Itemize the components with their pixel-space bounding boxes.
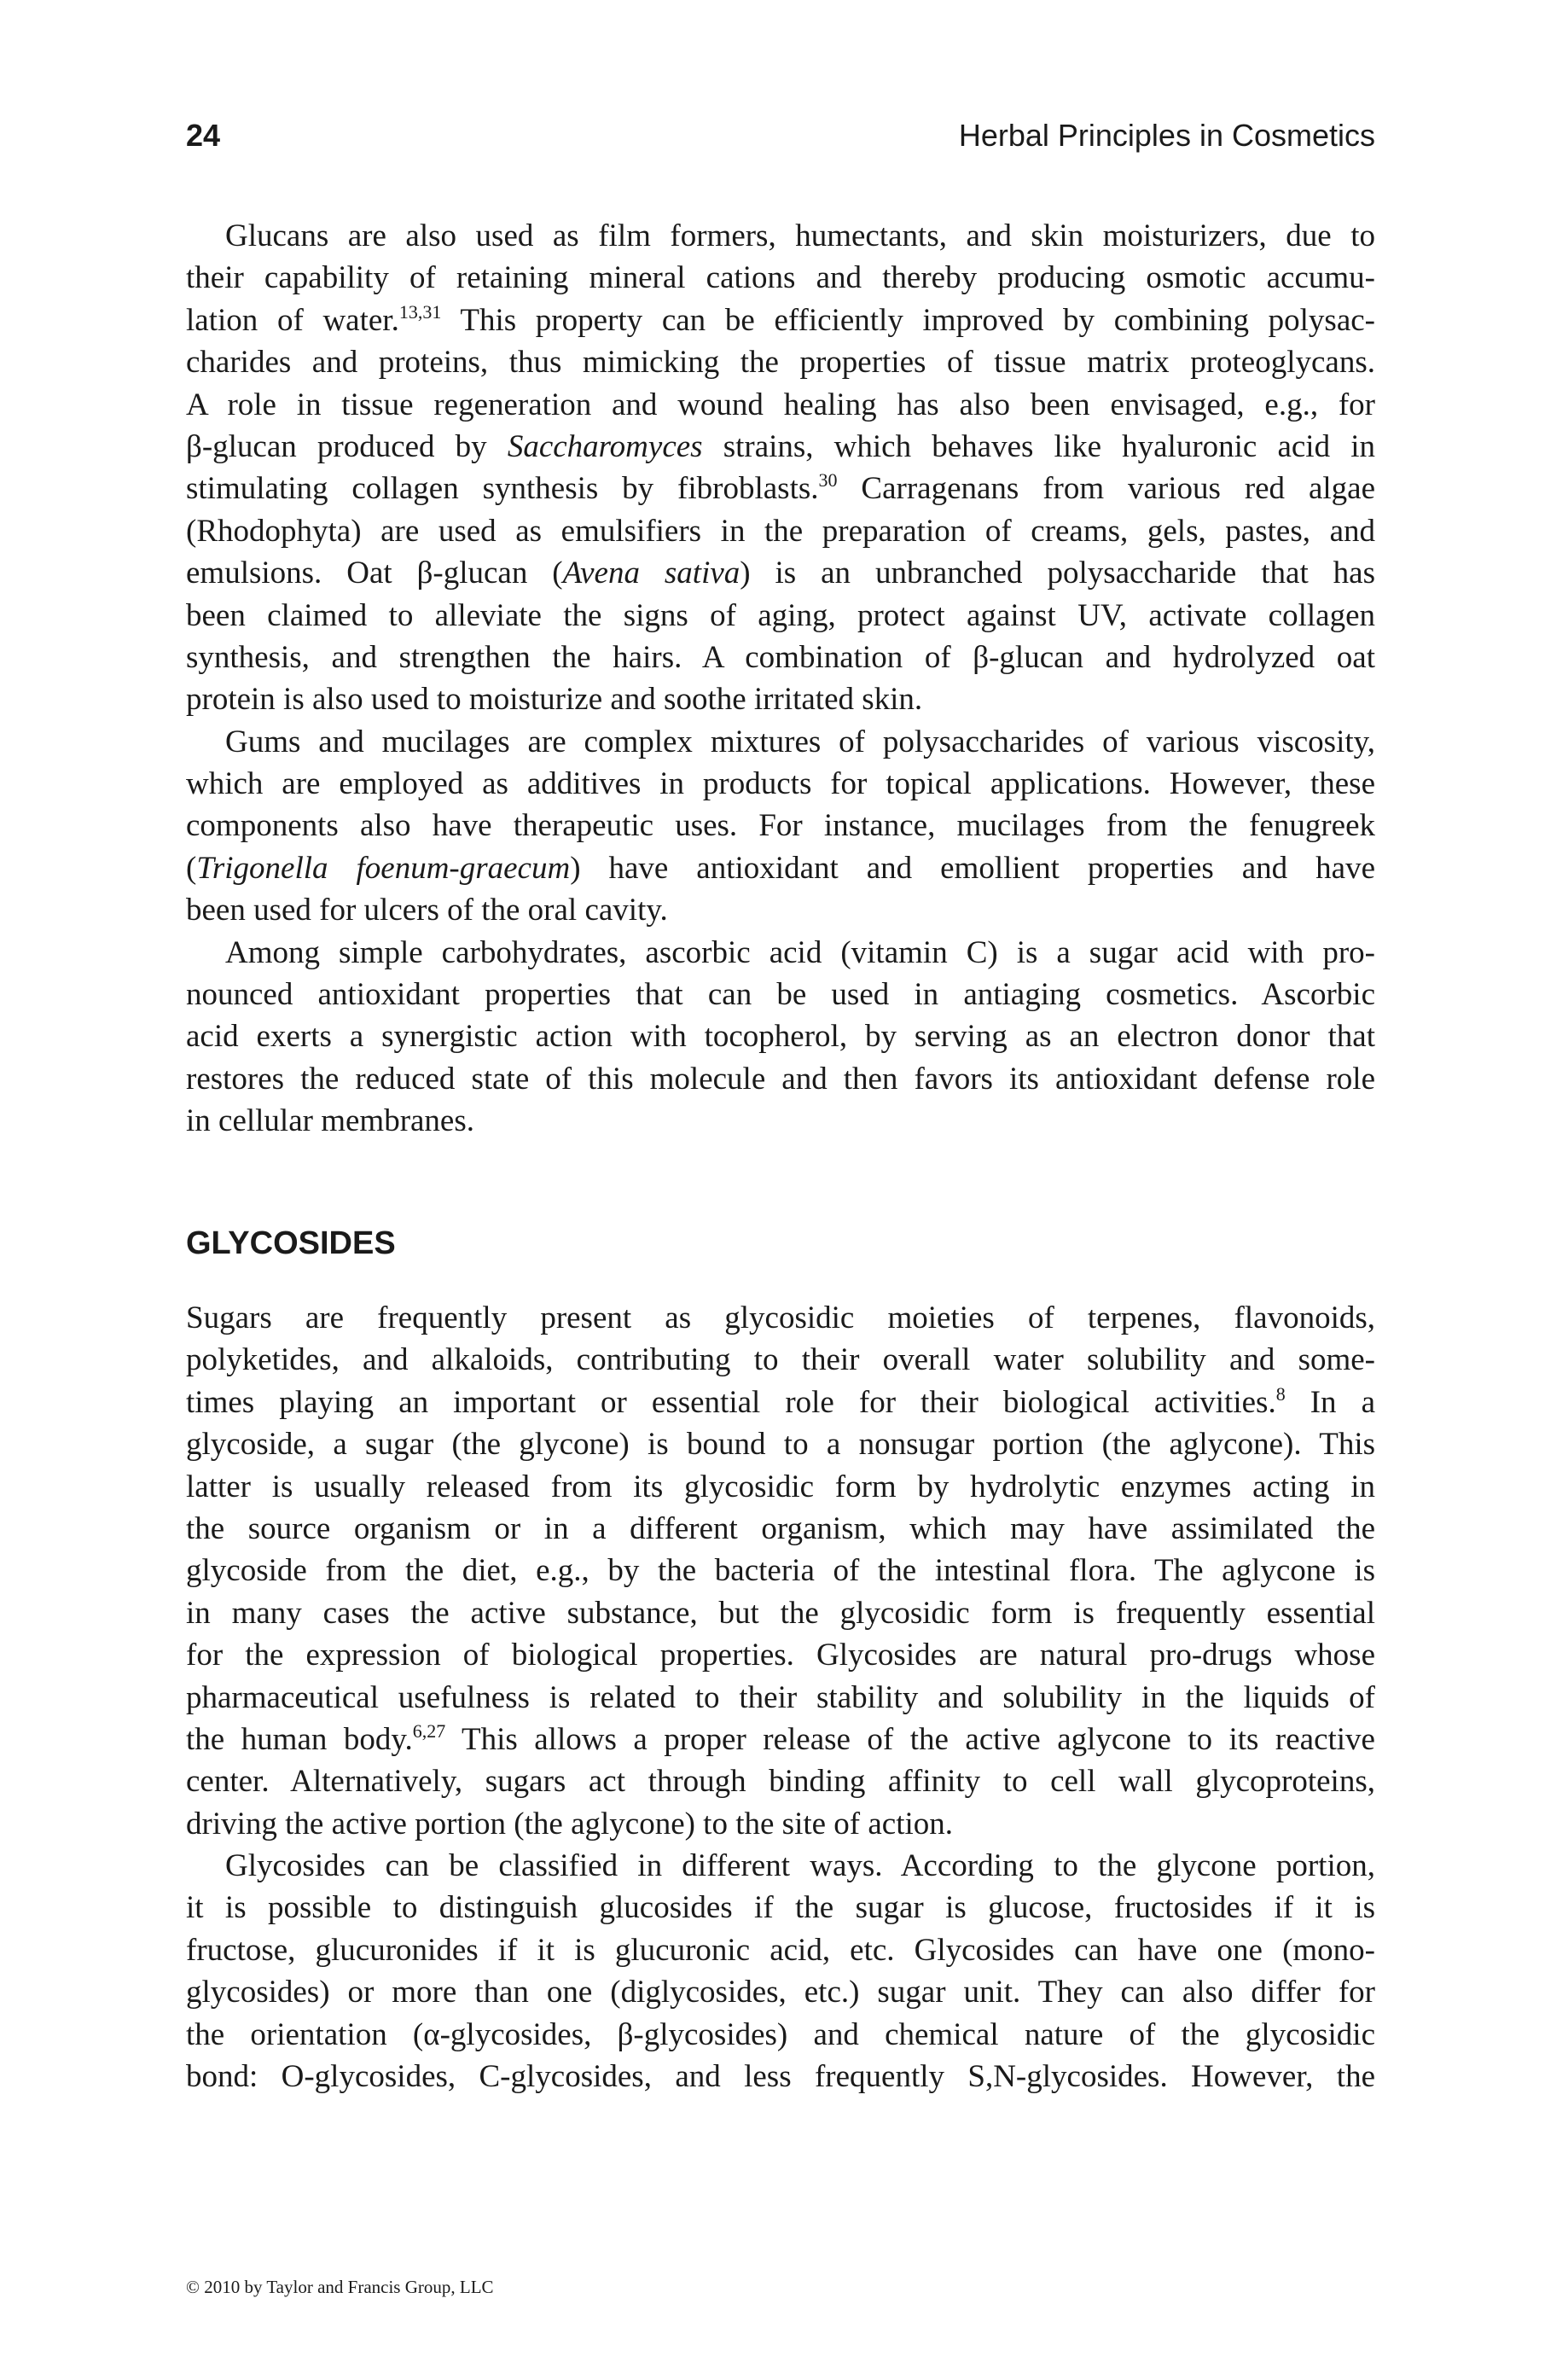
text-segment: which are employed as additives in products for topical applications. However, these	[186, 766, 1375, 802]
text-segment: the human body.	[186, 1721, 413, 1757]
text-segment: Sugars are frequently present as glycosidic moieties of terpenes, flavonoids,	[186, 1300, 1375, 1335]
text-segment: for the expression of biological properties. Glycosides are natural pro-drugs whose	[186, 1638, 1375, 1673]
text-segment: driving the active portion (the aglycone) to the site of action.	[186, 1806, 954, 1841]
page-number: 24	[186, 118, 221, 153]
text-segment: strains, which behaves like hyaluronic acid in	[702, 428, 1375, 464]
text-line	[186, 1592, 1375, 1634]
citation-superscript: 30	[818, 469, 838, 492]
text-segment: the source organism or in a different organism, which may have assimilated the	[186, 1510, 1375, 1546]
text-segment: nounced antioxidant properties that can be used in antiaging cosmetics. Ascorbic	[186, 977, 1375, 1013]
text-segment: pharmaceutical usefulness is related to their stability and solubility in the liquids of	[186, 1679, 1375, 1715]
text-segment: it is possible to distinguish glucosides if the sugar is glucose, fructosides if it is	[186, 1890, 1375, 1926]
text-line	[186, 595, 1375, 637]
text-line	[186, 1845, 1375, 1887]
text-line	[186, 1760, 1375, 1802]
text-line	[186, 2014, 1375, 2056]
citation-superscript: 6,27	[412, 1719, 446, 1742]
running-title: Herbal Principles in Cosmetics	[958, 118, 1375, 153]
text-line	[186, 300, 1375, 341]
text-segment: synthesis, and strengthen the hairs. A combination of β-glucan and hydrolyzed oat	[186, 639, 1375, 675]
text-line	[186, 1466, 1375, 1508]
text-segment: charides and proteins, thus mimicking the properties of tissue matrix proteoglycans.	[186, 345, 1375, 381]
text-segment: components also have therapeutic uses. For instance, mucilages from the fenugreek	[186, 808, 1375, 844]
copyright-footer: © 2010 by Taylor and Francis Group, LLC	[186, 2277, 494, 2297]
text-segment: ) have antioxidant and emollient properties and have	[570, 850, 1375, 886]
text-line	[186, 426, 1375, 468]
text-line	[186, 889, 1375, 931]
text-line	[186, 1382, 1375, 1423]
text-line	[186, 1015, 1375, 1057]
text-segment: ) is an unbranched polysaccharide that has	[740, 556, 1375, 591]
text-segment: lation of water.	[186, 302, 399, 338]
text-segment: acid exerts a synergistic action with tocopherol, by serving as an electron donor that	[186, 1019, 1375, 1055]
text-segment: in many cases the active substance, but the glycosidic form is frequently essential	[186, 1595, 1375, 1631]
section-heading: GLYCOSIDES	[186, 1225, 396, 1261]
text-line	[186, 805, 1375, 847]
text-segment: center. Alternatively, sugars act through binding affinity to cell wall glycoproteins,	[186, 1764, 1375, 1800]
text-line	[186, 552, 1375, 594]
text-line	[186, 1550, 1375, 1591]
text-line	[186, 974, 1375, 1015]
text-line	[186, 1297, 1375, 1339]
text-line	[186, 1677, 1375, 1719]
text-line	[186, 1508, 1375, 1550]
text-line	[186, 1339, 1375, 1381]
text-segment: fructose, glucuronides if it is glucuronic acid, etc. Glycosides can have one (mono-	[186, 1932, 1375, 1968]
text-segment: glycoside from the diet, e.g., by the bacteria of the intestinal flora. The aglycone is	[186, 1553, 1375, 1589]
text-segment: restores the reduced state of this molecule and then favors its antioxidant defense role	[186, 1061, 1375, 1097]
text-line	[186, 847, 1375, 889]
text-segment: times playing an important or essential role for their biological activities.	[186, 1384, 1276, 1420]
citation-superscript: 13,31	[398, 300, 442, 323]
text-line	[186, 1887, 1375, 1929]
text-segment: Glycosides can be classified in different ways. According to the glycone portion,	[225, 1848, 1375, 1884]
text-segment: (	[186, 850, 197, 886]
text-segment: glycosides) or more than one (diglycosides, etc.) sugar unit. They can also differ for	[186, 1975, 1375, 2010]
italic-text: Saccharomyces	[507, 428, 703, 464]
text-segment: Among simple carbohydrates, ascorbic acid (vitamin C) is a sugar acid with pro-	[225, 934, 1375, 970]
text-line	[186, 1634, 1375, 1676]
text-line	[186, 341, 1375, 383]
italic-text: Avena sativa	[562, 556, 740, 591]
text-line	[186, 215, 1375, 257]
body-text-lower	[186, 1297, 1375, 2097]
text-segment: This allows a proper release of the active aglycone to its reactive	[445, 1721, 1375, 1757]
text-segment: bond: O-glycosides, C-glycosides, and less frequently S,N-glycosides. However, the	[186, 2059, 1375, 2095]
text-line	[186, 1100, 1375, 1142]
text-line	[186, 678, 1375, 720]
text-line	[186, 1058, 1375, 1100]
italic-text: Trigonella foenum-graecum	[196, 850, 571, 886]
text-line	[186, 1803, 1375, 1845]
text-segment: This property can be efficiently improved by combining polysac-	[441, 302, 1375, 338]
text-line	[186, 257, 1375, 299]
text-line	[186, 1719, 1375, 1760]
text-segment: glycoside, a sugar (the glycone) is bound to a nonsugar portion (the aglycone). This	[186, 1427, 1375, 1463]
text-segment: In a	[1285, 1384, 1376, 1420]
text-segment: protein is also used to moisturize and soothe irritated skin.	[186, 682, 923, 718]
text-segment: Glucans are also used as film formers, humectants, and skin moisturizers, due to	[225, 218, 1375, 253]
text-segment: latter is usually released from its glycosidic form by hydrolytic enzymes acting in	[186, 1469, 1375, 1504]
citation-superscript: 8	[1275, 1382, 1286, 1405]
text-segment: been claimed to alleviate the signs of aging, protect against UV, activate collagen	[186, 597, 1375, 633]
text-segment: their capability of retaining mineral cations and thereby producing osmotic accumu-	[186, 260, 1375, 296]
text-line	[186, 1971, 1375, 2013]
text-segment: emulsions. Oat β-glucan (	[186, 556, 563, 591]
text-line	[186, 2056, 1375, 2097]
text-line	[186, 932, 1375, 974]
text-segment: (Rhodophyta) are used as emulsifiers in the preparation of creams, gels, pastes, and	[186, 513, 1375, 549]
text-segment: polyketides, and alkaloids, contributing to their overall water solubility and some-	[186, 1342, 1375, 1378]
text-line	[186, 1929, 1375, 1971]
text-line	[186, 637, 1375, 678]
text-segment: the orientation (α-glycosides, β-glycosides) and chemical nature of the glycosidic	[186, 2016, 1375, 2052]
text-segment: in cellular membranes.	[186, 1103, 475, 1139]
text-line	[186, 721, 1375, 763]
text-segment: Gums and mucilages are complex mixtures of polysaccharides of various viscosity,	[225, 724, 1375, 759]
text-segment: stimulating collagen synthesis by fibroblasts.	[186, 471, 819, 507]
text-line	[186, 468, 1375, 509]
text-segment: β-glucan produced by	[186, 428, 508, 464]
text-line	[186, 510, 1375, 552]
text-segment: been used for ulcers of the oral cavity.	[186, 893, 668, 928]
text-line	[186, 384, 1375, 426]
text-line	[186, 763, 1375, 805]
body-text-upper	[186, 215, 1375, 1143]
text-line	[186, 1423, 1375, 1465]
text-segment: Carragenans from various red algae	[837, 471, 1375, 507]
text-segment: A role in tissue regeneration and wound healing has also been envisaged, e.g., for	[186, 387, 1375, 422]
